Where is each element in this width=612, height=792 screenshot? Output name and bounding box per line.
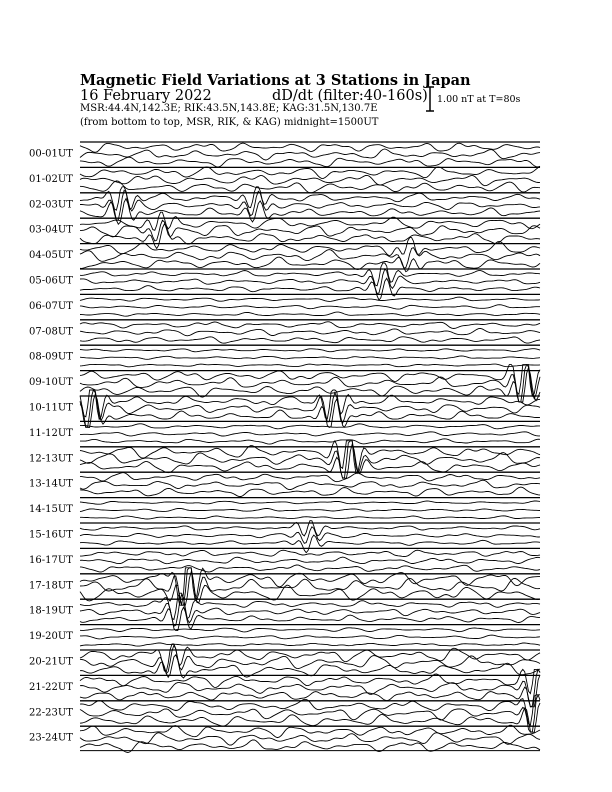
trace-KAG [80, 365, 540, 397]
trace-MSR [80, 337, 540, 343]
trace-RIK [80, 329, 540, 336]
hour-row-04-05UT [29, 238, 540, 272]
hour-row-00-01UT [29, 142, 540, 167]
trace-KAG [80, 424, 540, 429]
row-label: 18-19UT [29, 605, 73, 617]
row-label: 21-22UT [29, 681, 73, 693]
row-label: 09-10UT [29, 377, 73, 389]
hour-row-08-09UT [29, 345, 540, 367]
hour-row-16-17UT [29, 548, 540, 572]
trace-MSR [80, 535, 540, 553]
trace-RIK [80, 432, 540, 436]
trace-KAG [80, 473, 540, 482]
trace-RIK [80, 527, 540, 544]
trace-RIK [80, 190, 540, 220]
row-label: 01-02UT [29, 173, 73, 185]
trace-MSR [80, 368, 540, 402]
row-label: 23-24UT [29, 732, 73, 744]
trace-KAG [80, 550, 540, 556]
trace-KAG [80, 297, 540, 301]
row-label: 22-23UT [29, 707, 73, 719]
trace-KAG [80, 593, 540, 619]
trace-MSR [80, 364, 540, 367]
trace-RIK [80, 508, 540, 511]
trace-MSR [80, 444, 540, 478]
row-label: 06-07UT [29, 300, 73, 312]
trace-KAG [80, 628, 540, 632]
hour-row-23-24UT [29, 725, 540, 752]
hour-row-13-14UT [29, 472, 540, 496]
trace-KAG [80, 238, 540, 256]
trace-KAG [80, 725, 540, 737]
hour-rows [29, 142, 540, 753]
trace-KAG [80, 644, 540, 672]
row-label: 15-16UT [29, 529, 73, 541]
trace-MSR [80, 655, 540, 678]
trace-RIK [80, 175, 540, 185]
hour-row-11-12UT [29, 421, 540, 444]
hour-row-14-15UT [29, 498, 540, 519]
row-label: 13-14UT [29, 478, 73, 490]
trace-RIK [80, 480, 540, 489]
scale-label: 1.00 nT at T=80s [437, 94, 521, 105]
trace-MSR [80, 565, 540, 572]
hour-row-07-08UT [29, 320, 540, 343]
row-label: 10-11UT [29, 402, 73, 414]
trace-RIK [80, 356, 540, 359]
hour-row-20-21UT [29, 644, 540, 678]
trace-MSR [80, 643, 540, 646]
row-label: 19-20UT [29, 631, 73, 643]
scale-bar [426, 87, 434, 111]
trace-MSR [80, 439, 540, 444]
trace-RIK [80, 149, 540, 160]
chart-title: Magnetic Field Variations at 3 Stations in Japan [80, 72, 471, 89]
trace-MSR [80, 516, 540, 519]
trace-KAG [80, 349, 540, 352]
chart-filter: dD/dt (filter:40-160s) [272, 88, 428, 104]
hour-row-19-20UT [29, 625, 540, 647]
trace-KAG [80, 501, 540, 504]
trace-KAG [80, 167, 540, 179]
row-label: 04-05UT [29, 250, 73, 262]
row-label: 03-04UT [29, 224, 73, 236]
row-label: 08-09UT [29, 351, 73, 363]
trace-KAG [80, 322, 540, 329]
trace-MSR [80, 157, 540, 167]
row-label: 00-01UT [29, 148, 73, 160]
trace-KAG [80, 695, 540, 725]
hour-row-01-02UT [29, 167, 540, 193]
row-label: 07-08UT [29, 326, 73, 338]
trace-KAG [80, 441, 540, 474]
trace-RIK [80, 305, 540, 309]
row-label: 11-12UT [29, 427, 73, 439]
row-label: 16-17UT [29, 554, 73, 566]
station-order-note: (from bottom to top, MSR, RIK, & KAG) midnight=1500UT [80, 117, 379, 128]
trace-RIK [80, 248, 540, 268]
trace-MSR [80, 181, 540, 193]
chart-date: 16 February 2022 [80, 88, 212, 104]
row-label: 05-06UT [29, 275, 73, 287]
row-label: 14-15UT [29, 504, 73, 516]
trace-RIK [80, 557, 540, 564]
trace-MSR [80, 312, 540, 316]
station-coordinates: MSR:44.4N,142.3E; RIK:43.5N,143.8E; KAG:31.5N,130.7E [80, 103, 378, 114]
hour-row-06-07UT [29, 294, 540, 316]
trace-MSR [80, 487, 540, 497]
trace-KAG [80, 187, 540, 210]
trace-RIK [80, 635, 540, 639]
trace-MSR [80, 703, 540, 732]
row-label: 20-21UT [29, 656, 73, 668]
row-label: 12-13UT [29, 453, 73, 465]
row-label: 02-03UT [29, 199, 73, 211]
trace-MSR [80, 607, 540, 630]
row-label: 17-18UT [29, 580, 73, 592]
